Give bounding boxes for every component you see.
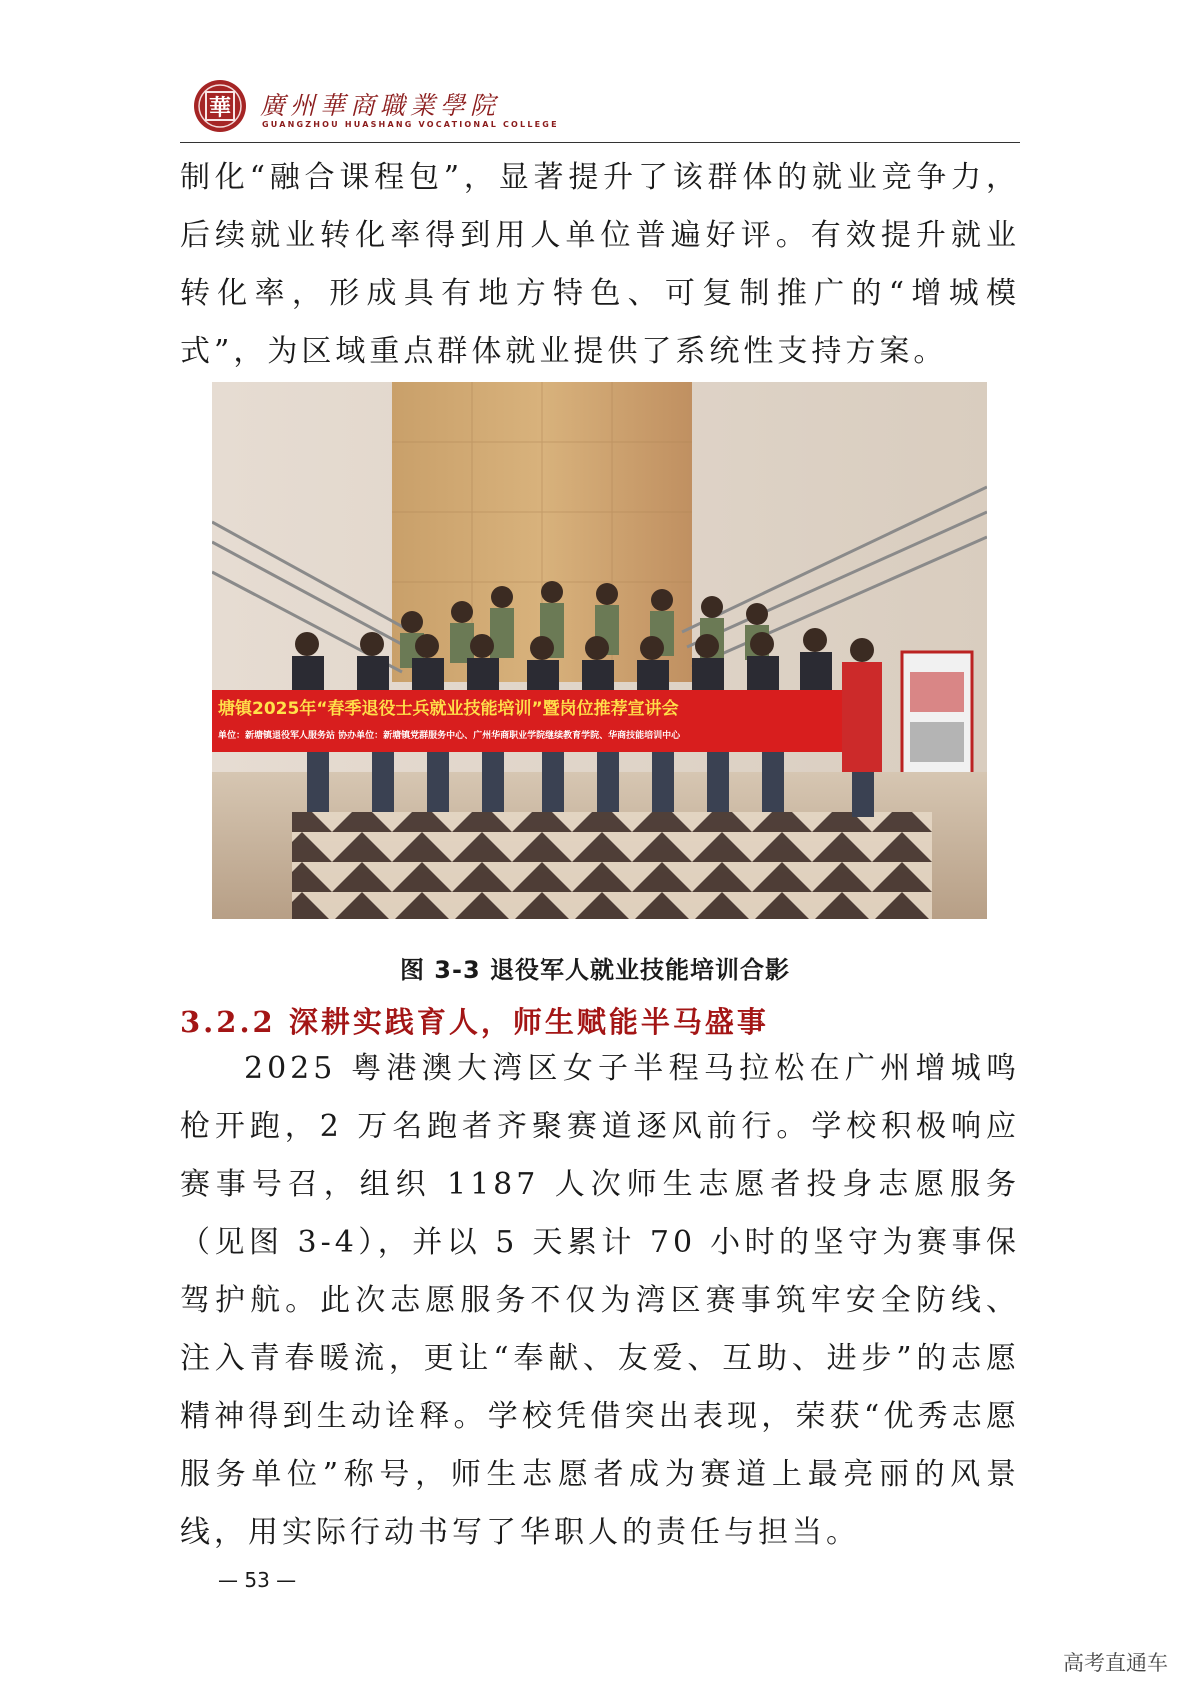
logo-mark: 華 bbox=[208, 95, 232, 121]
school-name-en: GUANGZHOU HUASHANG VOCATIONAL COLLEGE bbox=[262, 120, 559, 129]
banner-subtitle: 单位：新塘镇退役军人服务站 协办单位：新塘镇党群服务中心、广州华商职业学院继续教育学院、华商技能培训中心 bbox=[218, 731, 681, 741]
body-paragraph-1: 制化“融合课程包”，显著提升了该群体的就业竞争力，后续就业转化率得到用人单位普遍好评。有效提升就业转化率，形成具有地方特色、可复制推广的“增城模式”，为区域重点群体就业提供了系统性支持方案。 bbox=[180, 160, 1020, 369]
school-name-cn: 廣州華商職業學院 bbox=[260, 91, 501, 120]
marble-floor bbox=[292, 812, 932, 919]
body-paragraph-2: 2025 粤港澳大湾区女子半程马拉松在广州增城鸣枪开跑，2 万名跑者齐聚赛道逐风前行。学校积极响应赛事号召，组织 1187 人次师生志愿者投身志愿服务（见图 3-4），并以 5 天累计 70 小时的坚守为赛事保驾护航。此次志愿服务不仅为湾区赛事筑牢安全防线、注入青春暖流，更让“奉献、友爱、互助、进步”的志愿精神得到生动诠释。学校凭借突出表现，荣获“优秀志愿服务单位”称号，师生志愿者成为赛道上最亮丽的风景线，用实际行动书写了华职人的责任与担当。 bbox=[180, 1051, 1020, 1550]
poster-board bbox=[902, 652, 972, 782]
page-header bbox=[180, 76, 1020, 143]
page-number: — 53 — bbox=[218, 1568, 297, 1592]
red-banner bbox=[212, 690, 862, 752]
banner-title: 塘镇2025年“春季退役士兵就业技能培训”暨岗位推荐宣讲会 bbox=[218, 699, 679, 719]
section-heading: 3.2.2 深耕实践育人，师生赋能半马盛事 bbox=[180, 1005, 769, 1039]
figure-caption: 图 3-3 退役军人就业技能培训合影 bbox=[399, 956, 791, 984]
group-photo bbox=[212, 382, 987, 919]
watermark: 高考直通车 bbox=[1063, 1651, 1168, 1675]
college-logo-icon bbox=[192, 78, 248, 134]
red-vest-person bbox=[842, 662, 882, 772]
